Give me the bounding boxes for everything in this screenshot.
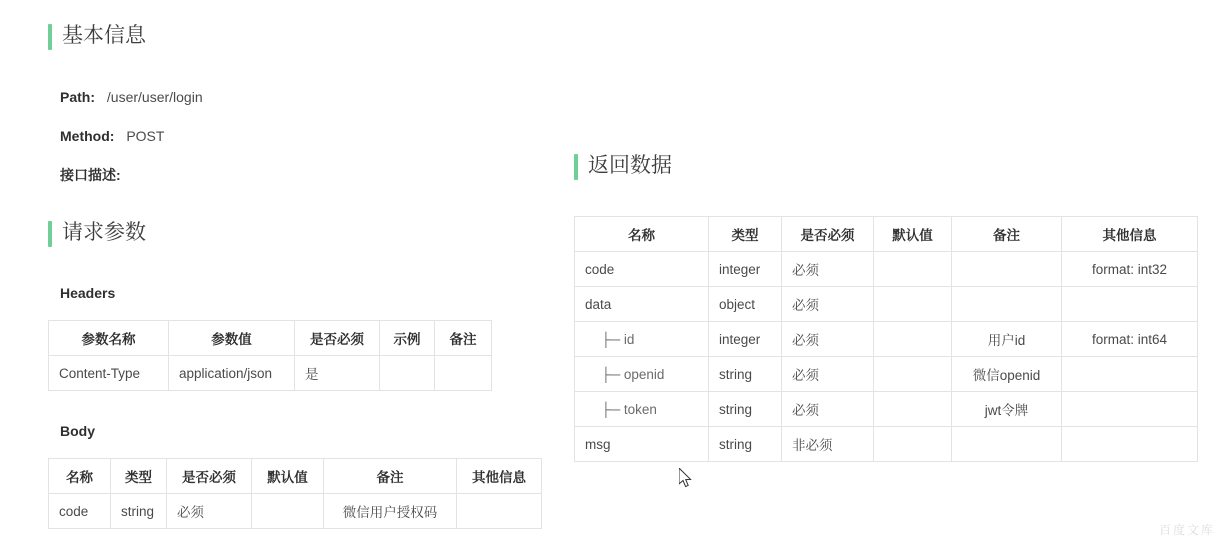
table-cell xyxy=(1062,427,1198,462)
watermark: 百度文库 xyxy=(1158,523,1215,537)
table-header-row xyxy=(49,459,542,494)
table-cell xyxy=(874,427,952,462)
column-header: 默认值 xyxy=(874,217,952,252)
column-header: 默认值 xyxy=(252,459,324,494)
table-cell xyxy=(1062,392,1198,427)
accent-bar xyxy=(48,221,52,247)
left-column xyxy=(0,0,560,542)
table-cell: data xyxy=(575,287,709,322)
table-cell xyxy=(874,392,952,427)
method-label: Method: xyxy=(60,128,115,144)
method-value: POST xyxy=(126,128,165,144)
column-header: 示例 xyxy=(380,321,435,356)
column-header: 是否必须 xyxy=(295,321,380,356)
table-cell xyxy=(874,252,952,287)
table-cell: jwt令牌 xyxy=(952,392,1062,427)
table-cell xyxy=(1062,287,1198,322)
table-cell xyxy=(435,356,492,391)
accent-bar xyxy=(574,154,578,180)
table-cell: ├─ openid xyxy=(575,357,709,392)
table-cell: 必须 xyxy=(782,322,874,357)
column-header: 是否必须 xyxy=(782,217,874,252)
body-table xyxy=(48,458,542,529)
column-header: 名称 xyxy=(49,459,111,494)
column-header: 是否必须 xyxy=(167,459,252,494)
accent-bar xyxy=(48,24,52,50)
table-cell: 微信openid xyxy=(952,357,1062,392)
table-cell: 非必须 xyxy=(782,427,874,462)
table-cell xyxy=(952,287,1062,322)
table-cell xyxy=(874,322,952,357)
table-cell: code xyxy=(49,494,111,529)
table-cell: format: int64 xyxy=(1062,322,1198,357)
meta-description-row xyxy=(60,165,121,185)
table-cell: 必须 xyxy=(782,392,874,427)
table-row xyxy=(49,356,492,391)
table-row xyxy=(575,392,1198,427)
table-cell: 必须 xyxy=(782,287,874,322)
column-header: 其他信息 xyxy=(1062,217,1198,252)
table-cell: 必须 xyxy=(782,357,874,392)
table-cell: 必须 xyxy=(167,494,252,529)
table-row xyxy=(575,252,1198,287)
table-row xyxy=(575,322,1198,357)
table-cell xyxy=(874,287,952,322)
basic-info-heading xyxy=(48,22,146,50)
path-label: Path: xyxy=(60,89,95,105)
right-column xyxy=(560,0,1221,542)
table-cell xyxy=(252,494,324,529)
description-label: 接口描述: xyxy=(60,167,121,183)
column-header: 备注 xyxy=(324,459,457,494)
column-header: 类型 xyxy=(709,217,782,252)
column-header: 名称 xyxy=(575,217,709,252)
table-cell: code xyxy=(575,252,709,287)
table-row xyxy=(575,287,1198,322)
table-cell: ├─ token xyxy=(575,392,709,427)
return-data-table xyxy=(574,216,1198,462)
table-cell: ├─ id xyxy=(575,322,709,357)
table-cell: msg xyxy=(575,427,709,462)
column-header: 参数名称 xyxy=(49,321,169,356)
column-header: 备注 xyxy=(952,217,1062,252)
path-value: /user/user/login xyxy=(106,89,203,105)
table-cell: string xyxy=(111,494,167,529)
table-cell: integer xyxy=(709,322,782,357)
headers-table xyxy=(48,320,492,391)
table-cell xyxy=(457,494,542,529)
table-cell xyxy=(874,357,952,392)
return-data-heading-text: 返回数据 xyxy=(588,154,672,177)
table-cell: object xyxy=(709,287,782,322)
request-params-heading xyxy=(48,219,146,247)
table-cell: string xyxy=(709,427,782,462)
table-cell: Content-Type xyxy=(49,356,169,391)
table-row xyxy=(575,427,1198,462)
column-header: 其他信息 xyxy=(457,459,542,494)
table-cell: integer xyxy=(709,252,782,287)
table-row xyxy=(575,357,1198,392)
basic-info-heading-text: 基本信息 xyxy=(62,24,146,47)
table-row xyxy=(49,494,542,529)
table-cell: 必须 xyxy=(782,252,874,287)
table-cell xyxy=(380,356,435,391)
table-header-row xyxy=(575,217,1198,252)
return-data-heading xyxy=(574,152,672,180)
table-cell xyxy=(1062,357,1198,392)
request-params-heading-text: 请求参数 xyxy=(62,221,146,244)
column-header: 参数值 xyxy=(169,321,295,356)
table-cell: 是 xyxy=(295,356,380,391)
table-cell: format: int32 xyxy=(1062,252,1198,287)
column-header: 类型 xyxy=(111,459,167,494)
column-header: 备注 xyxy=(435,321,492,356)
table-cell: application/json xyxy=(169,356,295,391)
table-cell: 微信用户授权码 xyxy=(324,494,457,529)
table-cell: string xyxy=(709,392,782,427)
table-cell: 用户id xyxy=(952,322,1062,357)
table-cell: string xyxy=(709,357,782,392)
table-cell xyxy=(952,427,1062,462)
headers-label: Headers xyxy=(60,285,116,301)
table-header-row xyxy=(49,321,492,356)
meta-path-row xyxy=(60,87,203,107)
table-cell xyxy=(952,252,1062,287)
meta-method-row xyxy=(60,126,164,146)
body-label: Body xyxy=(60,423,95,439)
